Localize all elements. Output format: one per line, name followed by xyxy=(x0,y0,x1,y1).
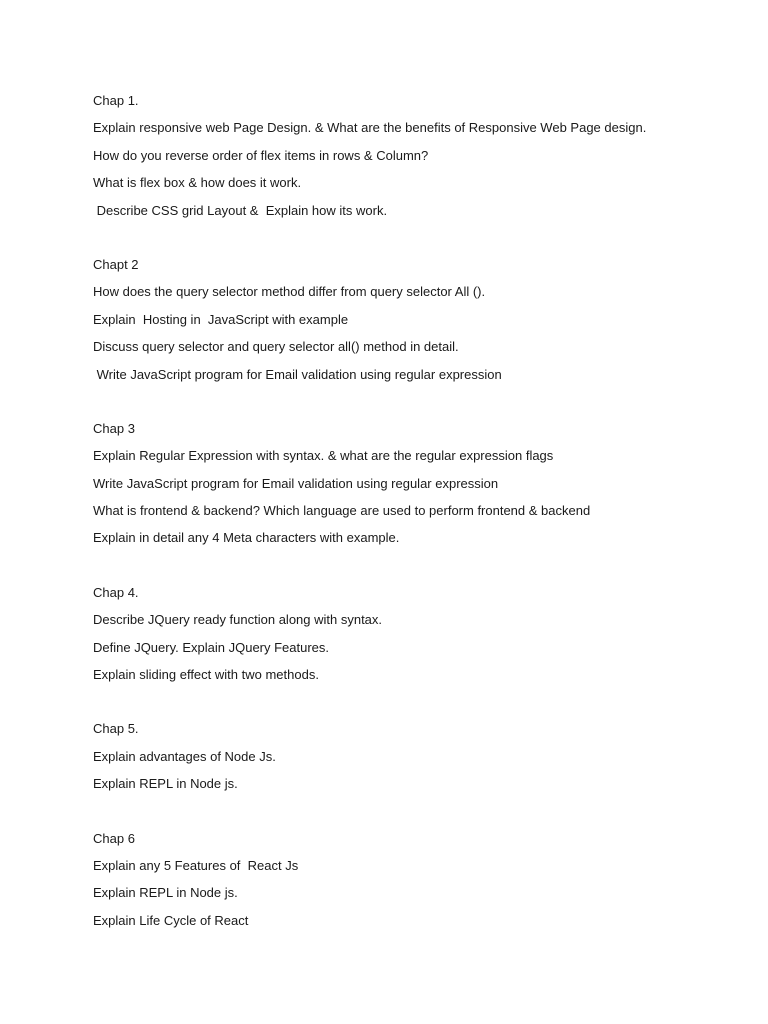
question-item: How do you reverse order of flex items in rows & Column? xyxy=(93,147,429,163)
chapter-section-6 xyxy=(93,825,733,935)
question-item: Explain Regular Expression with syntax. & what are the regular expression flags xyxy=(93,448,554,464)
question-item: What is frontend & backend? Which language are used to perform frontend & backend xyxy=(93,503,591,519)
document-page xyxy=(93,87,733,961)
question-item: Explain REPL in Node js. xyxy=(93,885,238,901)
question-item: Explain responsive web Page Design. & What are the benefits of Responsive Web Page design. xyxy=(93,120,647,136)
question-item: Explain in detail any 4 Meta characters with example. xyxy=(93,530,400,546)
question-item: Describe CSS grid Layout & Explain how its work. xyxy=(93,202,388,218)
question-item: Discuss query selector and query selector all() method in detail. xyxy=(93,339,459,355)
chapter-heading: Chap 5. xyxy=(93,721,139,737)
chapter-section-1 xyxy=(93,87,733,224)
question-item: Explain any 5 Features of React Js xyxy=(93,857,299,873)
chapter-heading: Chap 4. xyxy=(93,584,139,600)
question-item: Explain Life Cycle of React xyxy=(93,912,249,928)
chapter-heading: Chapt 2 xyxy=(93,256,139,272)
question-item: Explain REPL in Node js. xyxy=(93,776,238,792)
chapter-section-5 xyxy=(93,715,733,797)
chapter-section-4 xyxy=(93,579,733,689)
question-item: Write JavaScript program for Email validation using regular expression xyxy=(93,366,502,382)
chapter-section-2 xyxy=(93,251,733,388)
chapter-heading: Chap 6 xyxy=(93,830,135,846)
question-item: Describe JQuery ready function along with syntax. xyxy=(93,612,383,628)
chapter-section-3 xyxy=(93,415,733,552)
chapter-heading: Chap 1. xyxy=(93,93,139,108)
chapter-heading: Chap 3 xyxy=(93,420,135,436)
question-item: Write JavaScript program for Email validation using regular expression xyxy=(93,475,499,491)
question-item: Define JQuery. Explain JQuery Features. xyxy=(93,639,330,655)
question-item: Explain sliding effect with two methods. xyxy=(93,667,319,683)
question-item: Explain advantages of Node Js. xyxy=(93,748,276,764)
question-item: Explain Hosting in JavaScript with example xyxy=(93,311,349,327)
question-item: What is flex box & how does it work. xyxy=(93,175,302,191)
question-item: How does the query selector method differ from query selector All (). xyxy=(93,284,486,300)
